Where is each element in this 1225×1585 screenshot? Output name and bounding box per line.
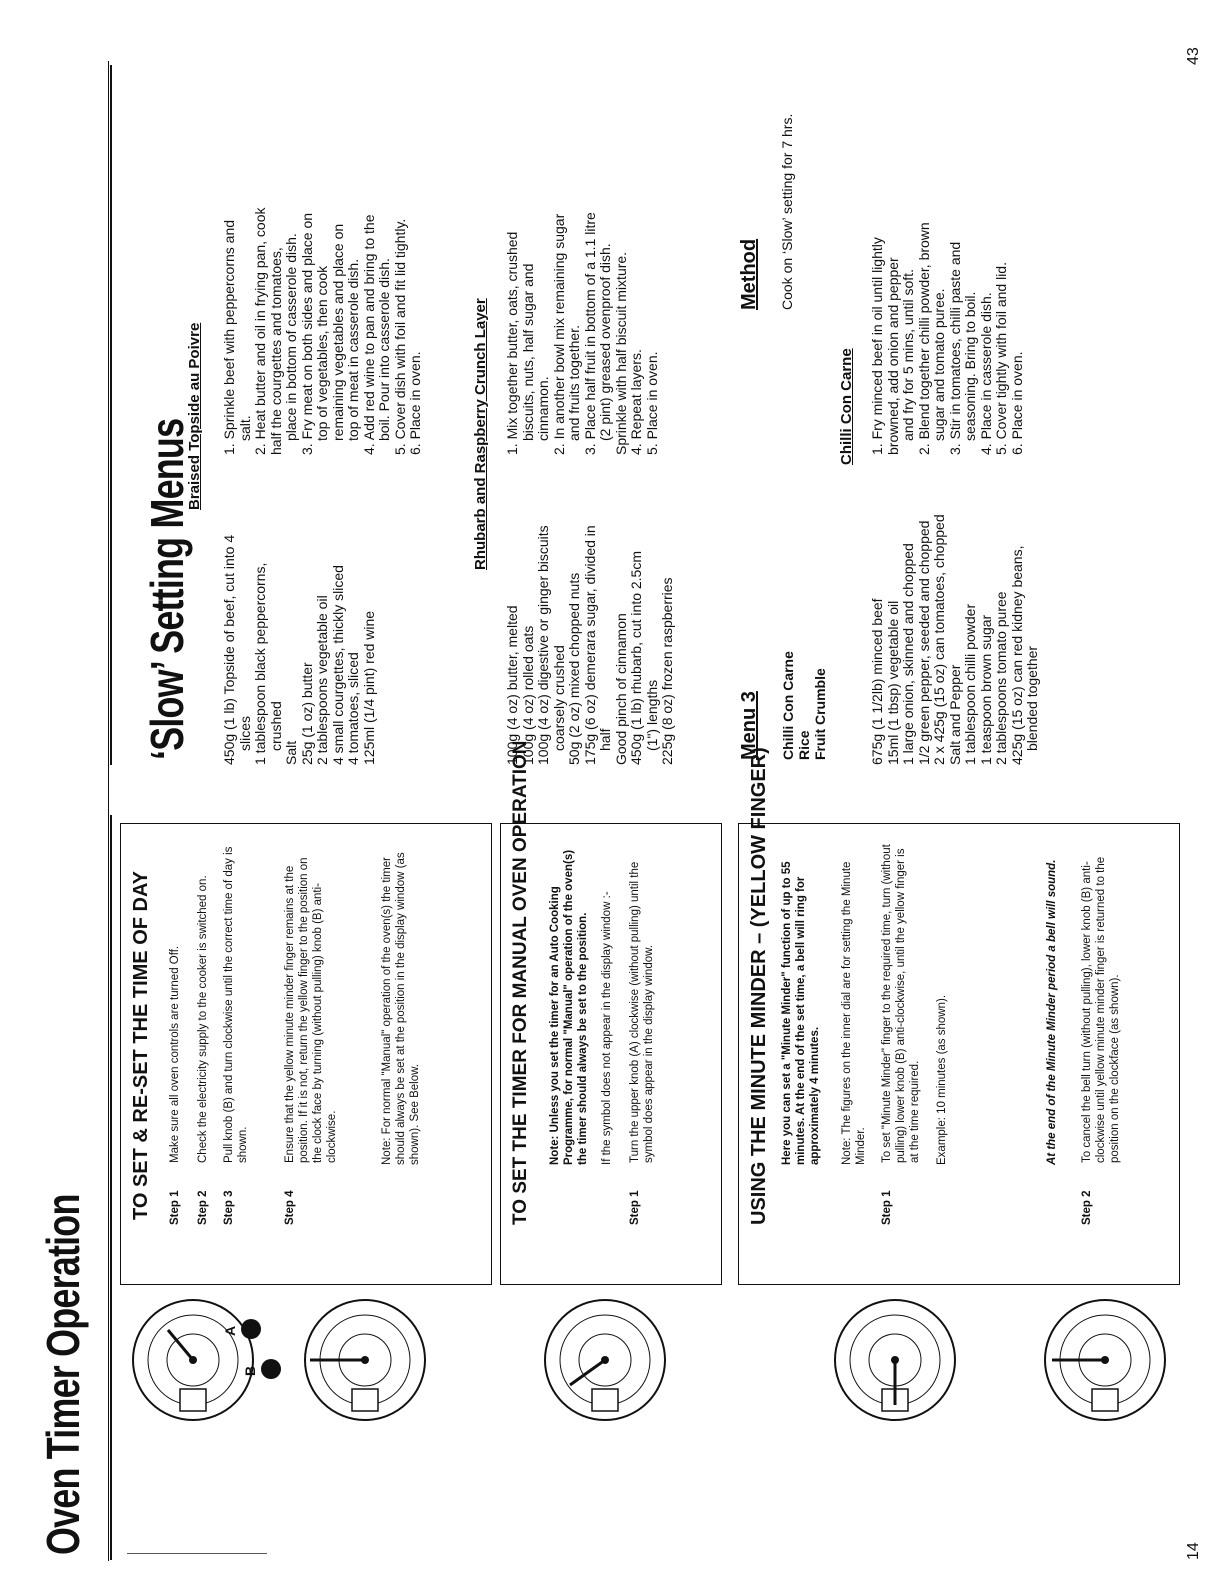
- ingredient-line: slices: [236, 715, 253, 751]
- ingredient-line: 2 tablespoons vegetable oil: [314, 595, 330, 765]
- crunch-ingredients: [505, 465, 676, 765]
- method-line: 1. Mix together butter, oats, crushed: [504, 231, 520, 455]
- step-text: To cancel the bell turn (without pulling), lower knob (B) anti-clockwise until yellow minute minder finger is returned to the position on the clockface (as shown).: [1081, 856, 1121, 1163]
- section3-heading: USING THE MINUTE MINDER – (YELLOW FINGER): [748, 747, 770, 1225]
- ingredient-line: crushed: [267, 701, 284, 751]
- clock-dial-3: [540, 1295, 670, 1425]
- menu-item: Rice: [796, 730, 812, 760]
- section2-step-1: [628, 835, 656, 1225]
- method-line: 1. Sprinkle beef with peppercorns and: [221, 219, 237, 455]
- recipe-title-chilli: Chilli Con Carne: [838, 348, 855, 465]
- method-line: remaining vegetables and place on: [329, 223, 346, 441]
- left-title: Oven Timer Operation: [37, 1194, 89, 1555]
- section3-step-1: [880, 835, 922, 1225]
- ingredient-line: 4 tomatoes, sliced: [345, 652, 361, 765]
- clock-dial-2: [300, 1295, 430, 1425]
- ingredient-line: 1/2 green pepper, seeded and chopped: [915, 520, 932, 765]
- knob-a-1: [222, 1318, 267, 1340]
- right-title: ‘Slow’ Setting Menus: [141, 418, 193, 760]
- ingredient-line: 100g (4 oz) digestive or ginger biscuits: [535, 525, 551, 765]
- topside-ingredients: [222, 465, 377, 765]
- method-line: (2 pint) greased ovenproof dish.: [597, 243, 613, 441]
- method-line: 2. Blend together chilli powder, brown: [915, 222, 932, 455]
- step-label: Step 1: [169, 1190, 181, 1225]
- knob-b-1: [242, 1358, 287, 1380]
- method-line: place in bottom of casserole dish.: [283, 233, 299, 441]
- left-title-rule: [110, 815, 112, 1560]
- section1-step-4: [283, 835, 339, 1225]
- menu3-method-text: Cook on ‘Slow’ setting for 7 hrs.: [779, 113, 795, 310]
- method-line: 6. Place in oven.: [1008, 351, 1025, 455]
- ingredient-line: 1 tablespoon black peppercorns,: [252, 562, 268, 765]
- method-line: 5. Cover dish with foil and fit lid tightly.: [391, 218, 408, 455]
- method-line: half the courgettes and tomatoes,: [267, 247, 284, 455]
- method-line: 2. Heat butter and oil in frying pan, cook: [252, 207, 268, 455]
- step-text: Make sure all oven controls are turned Off.: [169, 945, 181, 1163]
- step-label: Step 1: [629, 1190, 641, 1225]
- section1-step-1: [168, 835, 182, 1225]
- section1-step-2: [196, 835, 210, 1225]
- method-line: top of vegetables, then cook: [314, 265, 330, 441]
- step-label: Step 2: [197, 1190, 209, 1225]
- method-line: seasoning. Bring to boil.: [962, 291, 978, 441]
- ingredient-line: coarsely crushed: [550, 645, 567, 751]
- page-number-right: 43: [1185, 47, 1202, 65]
- menu-item: Chilli Con Carne: [780, 651, 796, 760]
- section1-heading: TO SET & RE-SET THE TIME OF DAY: [130, 871, 152, 1220]
- ingredient-line: 100g (4 oz) rolled oats: [519, 625, 536, 765]
- method-line: Sprinkle with half biscuit mixture.: [612, 251, 629, 455]
- ingredient-line: 4 small courgettes, thickly sliced: [329, 565, 346, 765]
- method-line: browned, add onion and pepper: [884, 257, 901, 455]
- recipe-title-topside: Braised Topside au Poivre: [186, 322, 203, 510]
- page-frame-top: [108, 61, 109, 1561]
- menu3-title: Menu 3: [738, 691, 760, 760]
- method-line: and fruits together.: [566, 325, 582, 441]
- crunch-method: [505, 100, 660, 455]
- step-text: To set "Minute Minder" finger to the required time, turn (without pulling) lower knob (B) anti-clockwise, until the yellow finger is at the time required.: [881, 844, 921, 1163]
- method-line: 5. Place in oven.: [643, 351, 660, 455]
- step-label: Step 1: [881, 1190, 893, 1225]
- step-text: Turn the upper knob (A) clockwise (without pulling) until the symbol does appear in the display window.: [629, 861, 655, 1163]
- method-line: 1. Fry minced beef in oil until lightly: [869, 237, 885, 455]
- section2-heading: TO SET THE TIMER FOR MANUAL OVEN OPERATION: [510, 740, 531, 1225]
- method-line: 6. Place in oven.: [407, 351, 423, 455]
- recipe-title-crunch: Rhubarb and Raspberry Crunch Layer: [472, 298, 489, 570]
- chilli-method: [870, 100, 1025, 455]
- step-label: Step 3: [223, 1190, 235, 1225]
- method-line: top of meat in casserole dish.: [345, 258, 361, 441]
- ingredient-line: 225g (8 oz) frozen raspberries: [659, 577, 675, 765]
- ingredient-line: 675g (1 1/2lb) minced beef: [869, 598, 885, 765]
- method-line: sugar and tomato puree.: [931, 288, 947, 441]
- method-line: biscuits, nuts, half sugar and: [519, 263, 536, 441]
- ingredient-line: 125ml (1/4 pint) red wine: [360, 610, 377, 765]
- menu3-items: [780, 651, 828, 760]
- ingredient-line: 450g (1 lb) Topside of beef, cut into 4: [221, 534, 237, 765]
- method-line: 3. Fry meat on both sides and place on: [298, 212, 315, 455]
- clock-dial-4: [830, 1295, 960, 1425]
- topside-method: [222, 100, 424, 455]
- section3-note: Note: The figures on the inner dial are for setting the Minute Minder.: [841, 861, 867, 1165]
- step-text: Pull knob (B) and turn clockwise until the correct time of day is shown.: [223, 846, 249, 1163]
- ingredient-line: 50g (2 oz) mixed chopped nuts: [566, 572, 582, 765]
- ingredient-line: 175g (6 oz) demerara sugar, divided in: [581, 525, 598, 765]
- method-line: 3. Place half fruit in bottom of a 1.1 litre: [581, 212, 598, 455]
- menu-item: Fruit Crumble: [812, 668, 828, 760]
- ingredient-line: 15ml (1 tbsp) vegetable oil: [884, 600, 901, 765]
- step-label: Step 4: [284, 1190, 296, 1225]
- chilli-ingredients: [870, 465, 1041, 765]
- method-line: 4. Place in casserole dish.: [977, 292, 994, 455]
- scan-artifact-line: [127, 1553, 267, 1554]
- clock-dial-5: [1040, 1295, 1170, 1425]
- method-line: 4. Repeat layers.: [628, 349, 644, 455]
- ingredient-line: Good pinch of cinnamon: [612, 613, 629, 765]
- section3-step-2: [1080, 835, 1122, 1225]
- page-number-left: 14: [1185, 1542, 1202, 1560]
- section1-step-3: [222, 835, 250, 1225]
- ingredient-line: 100g (4 oz) butter, melted: [504, 605, 520, 765]
- knob-b-label: B: [242, 1365, 258, 1376]
- section2-if-text: If the symbol does not appear in the display window :-: [601, 891, 613, 1165]
- clock-dial-1: [128, 1295, 258, 1425]
- method-line: and fry for 5 mins, until soft.: [900, 269, 916, 441]
- ingredient-line: Salt and Pepper: [946, 664, 963, 765]
- method-line: 2. In another bowl mix remaining sugar: [550, 213, 567, 455]
- step-text: Ensure that the yellow minute minder finger remains at the position. If it is not, return the yellow finger to the position on the clock face by turning (without pulling) knob (B) anti-clockwise.: [284, 857, 338, 1163]
- section3-intro: Here you can set a "Minute Minder" function of up to 55 minutes. At the end of the set time, a bell will ring for approximately 4 minutes.: [781, 861, 821, 1165]
- ingredient-line: 1 tablespoon chilli powder: [962, 603, 978, 765]
- ingredient-line: 25g (1 oz) butter: [298, 662, 315, 765]
- step-label: Step 2: [1081, 1190, 1093, 1225]
- method-line: 4. Add red wine to pan and bring to the: [360, 214, 377, 455]
- right-title-rule: [110, 65, 112, 765]
- section1-note: Note: For normal "Manual" operation of the oven(s) the timer should always be set at the position in the display window (as shown). See Below.: [381, 852, 421, 1165]
- ingredient-line: 450g (1 lb) rhubarb, cut into 2.5cm: [628, 550, 644, 765]
- ingredient-line: half: [597, 728, 613, 751]
- knob-a-label: A: [222, 1325, 238, 1336]
- ingredient-line: 2 x 425g (15 oz) can tomatoes, chopped: [931, 514, 947, 765]
- section3-bell-note: At the end of the Minute Minder period a bell will sound.: [1046, 859, 1058, 1165]
- menu3-method-title: Method: [738, 238, 760, 310]
- ingredient-line: 1 large onion, skinned and chopped: [900, 543, 916, 765]
- step-text: Check the electricity supply to the cooker is switched on.: [197, 875, 209, 1163]
- method-line: 5. Cover tightly with foil and lid.: [993, 262, 1009, 455]
- ingredient-line: (1") lengths: [643, 679, 660, 751]
- ingredient-line: 1 teaspoon brown sugar: [977, 614, 994, 765]
- ingredient-line: blended together: [1024, 645, 1040, 751]
- method-line: cinnamon.: [535, 376, 551, 441]
- ingredient-line: 425g (15 oz) can red kidney beans,: [1008, 545, 1025, 765]
- section2-note: Note: Unless you set the timer for an Auto Cooking Programme, for normal "Manual" operation of the oven(s) the timer should always be set to the position.: [549, 849, 589, 1165]
- section3-example: Example: 10 minutes (as shown).: [936, 994, 948, 1165]
- ingredient-line: Salt: [283, 740, 299, 765]
- ingredient-line: 2 tablespoons tomato puree: [993, 591, 1009, 765]
- method-line: salt.: [236, 415, 253, 441]
- method-line: 3. Stir in tomatoes, chilli paste and: [946, 241, 963, 455]
- method-line: boil. Pour into casserole dish.: [376, 258, 392, 441]
